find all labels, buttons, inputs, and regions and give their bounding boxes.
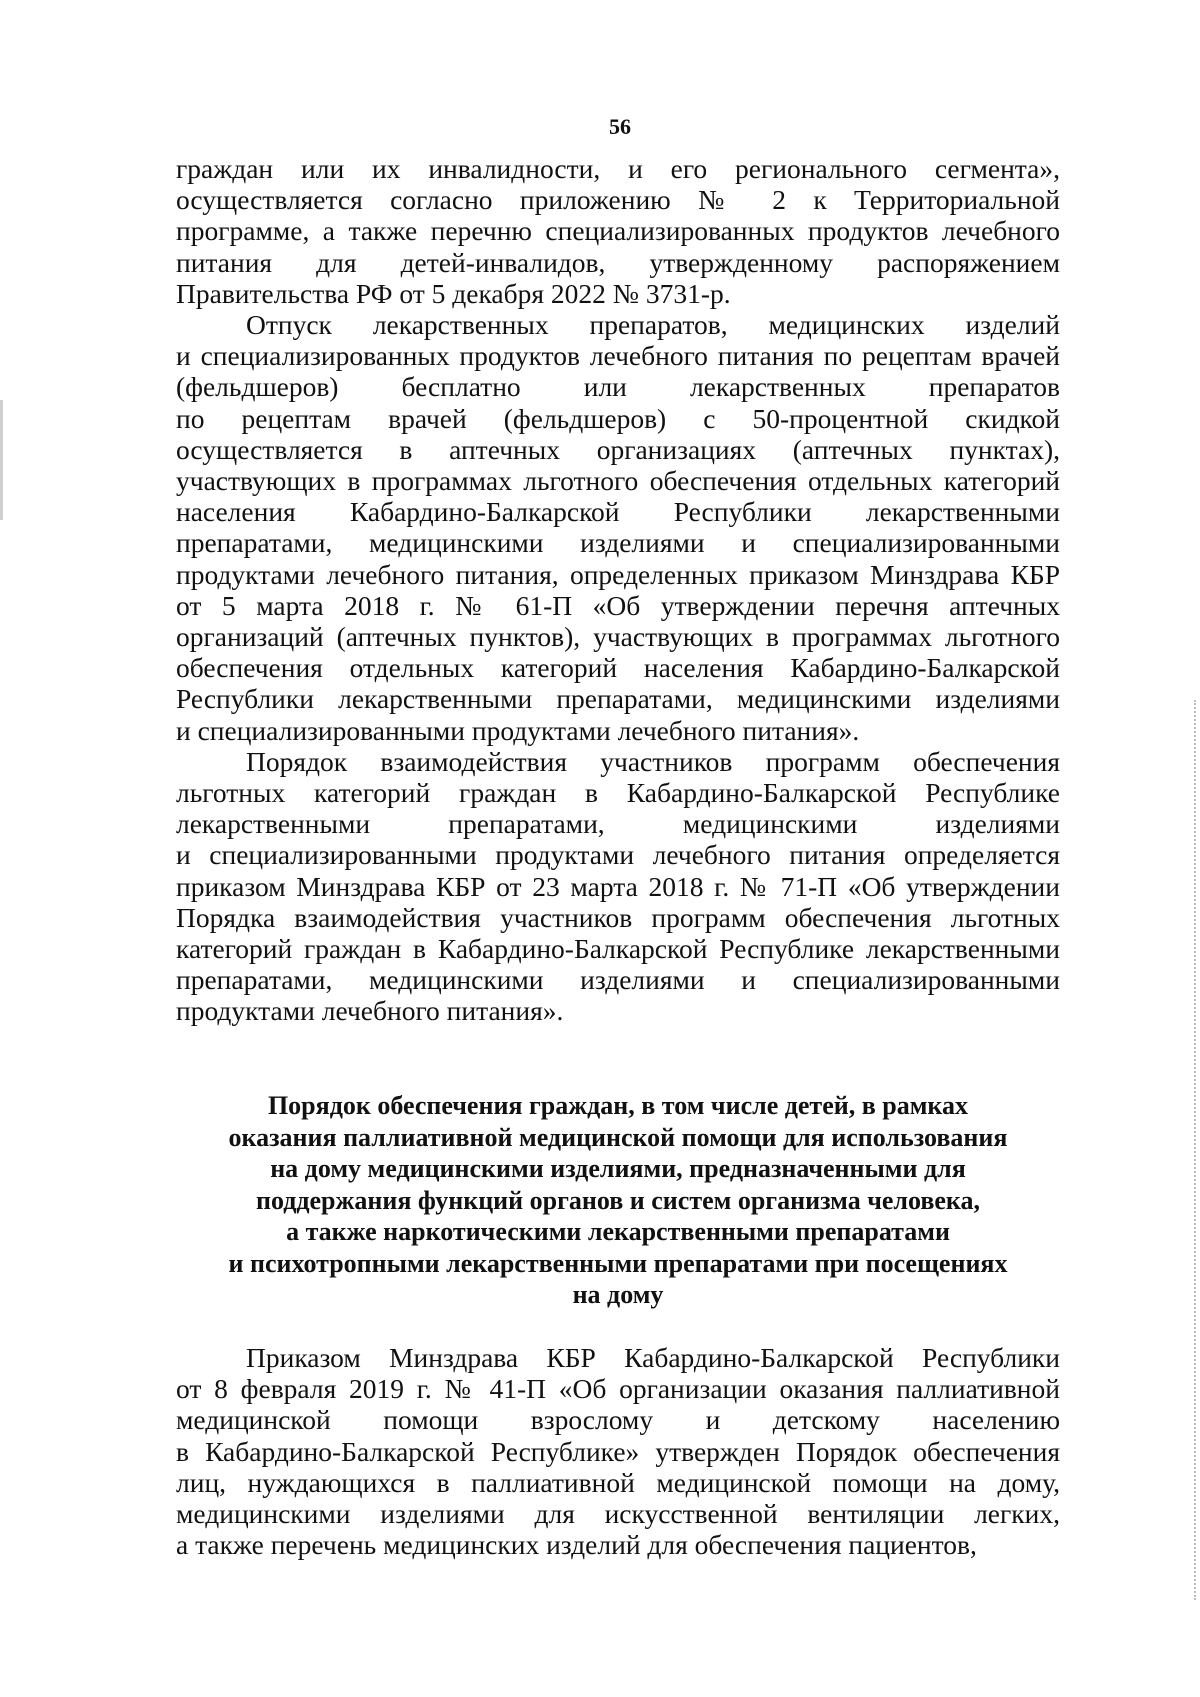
text-line: препаратами, медицинскими изделиями и специализированными xyxy=(176,964,1060,996)
text-line: лекарственными препаратами, медицинскими изделиями xyxy=(176,808,1060,840)
text-line: приказом Минздрава КБР от 23 марта 2018 г. № 71-П «Об утверждении xyxy=(176,870,1060,902)
text-line: Порядок взаимодействия участников программ обеспечения xyxy=(246,745,1060,777)
text-line: лиц, нуждающихся в паллиативной медицинской помощи на дому, xyxy=(176,1466,1060,1498)
heading-line: на дому xyxy=(572,1280,664,1309)
page-number: 56 xyxy=(609,114,631,139)
text-line: программе, а также перечню специализированных продуктов лечебного xyxy=(176,215,1060,247)
text-line: от 5 марта 2018 г. № 61-П «Об утверждении перечня аптечных xyxy=(176,589,1060,621)
text-line: Отпуск лекарственных препаратов, медицинских изделий xyxy=(246,309,1060,341)
text-line: препаратами, медицинскими изделиями и специализированными xyxy=(176,527,1060,559)
body-text-top xyxy=(176,153,1060,1027)
text-line: в Кабардино-Балкарской Республике» утвержден Порядок обеспечения xyxy=(176,1435,1060,1467)
text-line: категорий граждан в Кабардино-Балкарской Республике лекарственными xyxy=(176,933,1060,965)
heading-line: Порядок обеспечения граждан, в том числе детей, в рамках xyxy=(267,1091,969,1120)
text-line: участвующих в программах льготного обеспечения отдельных категорий xyxy=(176,465,1060,497)
text-line: организаций (аптечных пунктов), участвующих в программах льготного xyxy=(176,621,1060,653)
section-heading xyxy=(176,1090,1060,1311)
text-line: Приказом Минздрава КБР Кабардино-Балкарской Республики xyxy=(246,1342,1060,1373)
heading-line: на дому медицинскими изделиями, предназначенными для xyxy=(270,1154,966,1183)
heading-line: оказания паллиативной медицинской помощи для использования xyxy=(228,1122,1008,1152)
text-line: питания для детей-инвалидов, утвержденному распоряжением xyxy=(176,246,1060,278)
text-line: и специализированными продуктами лечебного питания». xyxy=(176,714,860,746)
text-line: а также перечень медицинских изделий для обеспечения пациентов, xyxy=(176,1529,977,1561)
scan-edge-shadow xyxy=(0,400,3,520)
text-line: продуктами лечебного питания, определенных приказом Минздрава КБР xyxy=(176,558,1060,590)
text-line: продуктами лечебного питания». xyxy=(176,995,564,1027)
text-line: Правительства РФ от 5 декабря 2022 № 3731-р. xyxy=(176,277,731,309)
scan-edge-dots xyxy=(1194,700,1198,1600)
heading-line: и психотропными лекарственными препаратами при посещениях xyxy=(228,1248,1008,1278)
text-line: граждан или их инвалидности, и его регионального сегмента», xyxy=(176,153,1060,184)
text-line: и специализированных продуктов лечебного питания по рецептам врачей xyxy=(176,340,1060,372)
text-line: Порядка взаимодействия участников программ обеспечения льготных xyxy=(176,901,1060,933)
text-line: населения Кабардино-Балкарской Республики лекарственными xyxy=(176,496,1060,528)
body-text-bottom xyxy=(176,1342,1060,1560)
text-line: осуществляется согласно приложению № 2 к Территориальной xyxy=(176,184,1060,216)
text-line: обеспечения отдельных категорий населения Кабардино-Балкарской xyxy=(176,652,1060,684)
text-line: (фельдшеров) бесплатно или лекарственных препаратов xyxy=(176,371,1060,403)
text-line: и специализированными продуктами лечебного питания определяется xyxy=(176,839,1060,871)
text-line: по рецептам врачей (фельдшеров) с 50-процентной скидкой xyxy=(176,402,1060,434)
text-line: льготных категорий граждан в Кабардино-Балкарской Республике xyxy=(176,777,1060,809)
text-line: Республики лекарственными препаратами, медицинскими изделиями xyxy=(176,683,1060,715)
text-line: осуществляется в аптечных организациях (аптечных пунктах), xyxy=(176,433,1060,465)
text-line: от 8 февраля 2019 г. № 41-П «Об организации оказания паллиативной xyxy=(176,1373,1060,1405)
heading-line: поддержания функций органов и систем организма человека, xyxy=(255,1185,980,1215)
text-line: медицинской помощи взрослому и детскому населению xyxy=(176,1404,1060,1436)
heading-line: а также наркотическими лекарственными препаратами xyxy=(286,1217,950,1246)
text-line: медицинскими изделиями для искусственной вентиляции легких, xyxy=(176,1498,1060,1530)
